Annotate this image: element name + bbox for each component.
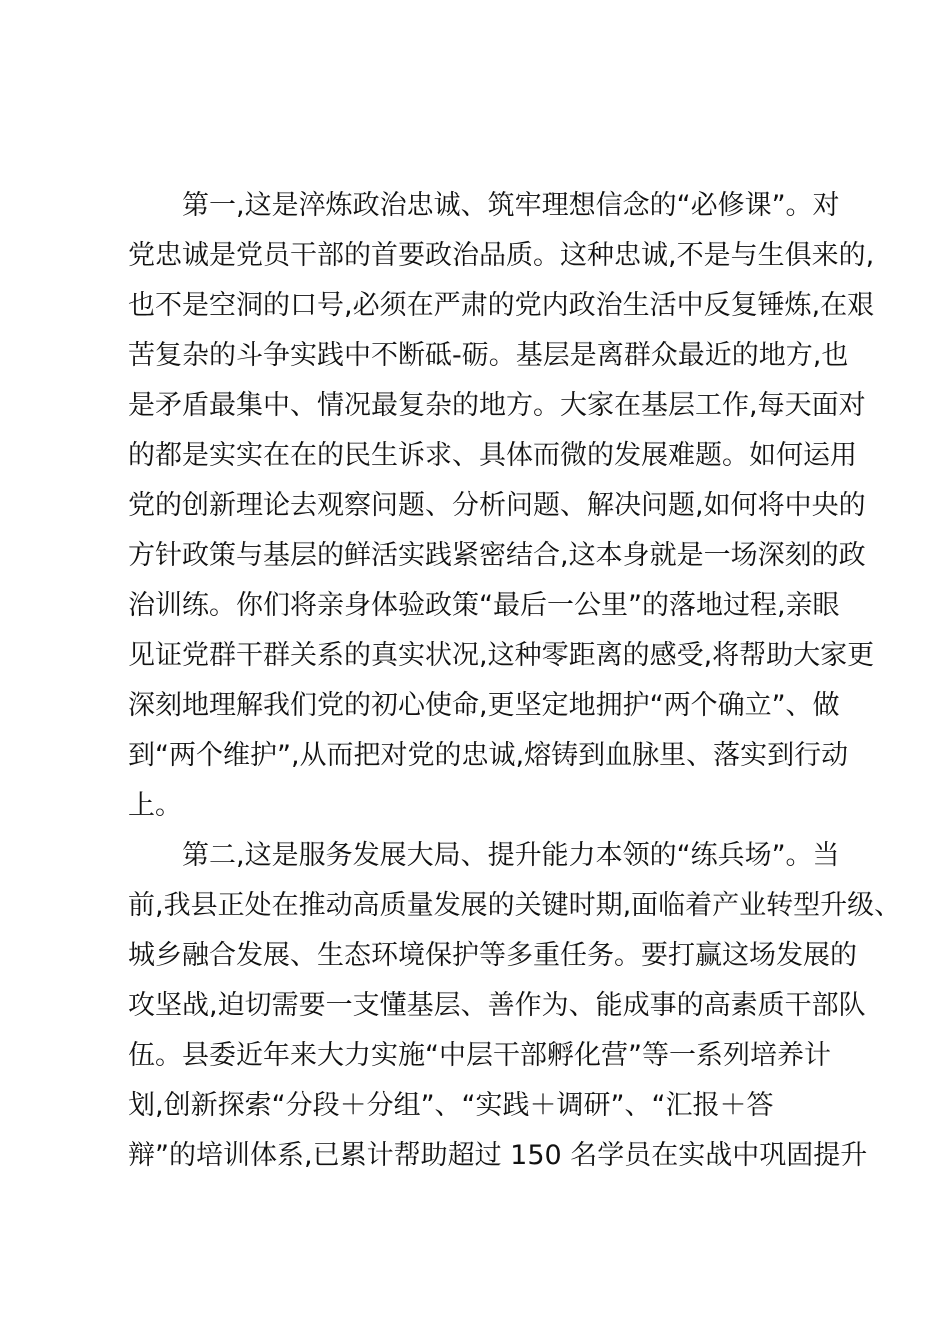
text-line: 辩”的培训体系,已累计帮助超过 150 名学员在实战中巩固提升 <box>128 1140 868 1171</box>
text-line: 伍。县委近年来大力实施“中层干部孵化营”等一系列培养计 <box>128 1040 831 1071</box>
text-line: 见证党群干群关系的真实状况,这种零距离的感受,将帮助大家更 <box>128 640 875 671</box>
text-line: 是矛盾最集中、情况最复杂的地方。大家在基层工作,每天面对 <box>128 390 866 421</box>
text-line: 党忠诚是党员干部的首要政治品质。这种忠诚,不是与生俱来的, <box>128 240 875 271</box>
text-line: 上。 <box>128 790 182 821</box>
paragraph-2 <box>128 831 902 1181</box>
text-line: 的都是实实在在的民生诉求、具体而微的发展难题。如何运用 <box>128 440 857 471</box>
paragraph-1 <box>128 181 875 831</box>
text-line: 深刻地理解我们党的初心使命,更坚定地拥护“两个确立”、做 <box>128 690 840 721</box>
text-line: 也不是空洞的口号,必须在严肃的党内政治生活中反复锤炼,在艰 <box>128 290 875 321</box>
text-line: 第二,这是服务发展大局、提升能力本领的“练兵场”。当 <box>128 840 840 871</box>
text-line: 党的创新理论去观察问题、分析问题、解决问题,如何将中央的 <box>128 490 866 521</box>
text-line: 攻坚战,迫切需要一支懂基层、善作为、能成事的高素质干部队 <box>128 990 866 1021</box>
document-body <box>128 181 902 1181</box>
text-line: 城乡融合发展、生态环境保护等多重任务。要打赢这场发展的 <box>128 940 857 971</box>
text-line: 苦复杂的斗争实践中不断砥-砺。基层是离群众最近的地方,也 <box>128 340 849 371</box>
text-line: 前,我县正处在推动高质量发展的关键时期,面临着产业转型升级、 <box>128 890 902 921</box>
text-line: 第一,这是淬炼政治忠诚、筑牢理想信念的“必修课”。对 <box>128 190 840 221</box>
text-line: 方针政策与基层的鲜活实践紧密结合,这本身就是一场深刻的政 <box>128 540 866 571</box>
text-line: 到“两个维护”,从而把对党的忠诚,熔铸到血脉里、落实到行动 <box>128 740 849 771</box>
text-line: 治训练。你们将亲身体验政策“最后一公里”的落地过程,亲眼 <box>128 590 840 621</box>
text-line: 划,创新探索“分段＋分组”、“实践＋调研”、“汇报＋答 <box>128 1090 774 1121</box>
